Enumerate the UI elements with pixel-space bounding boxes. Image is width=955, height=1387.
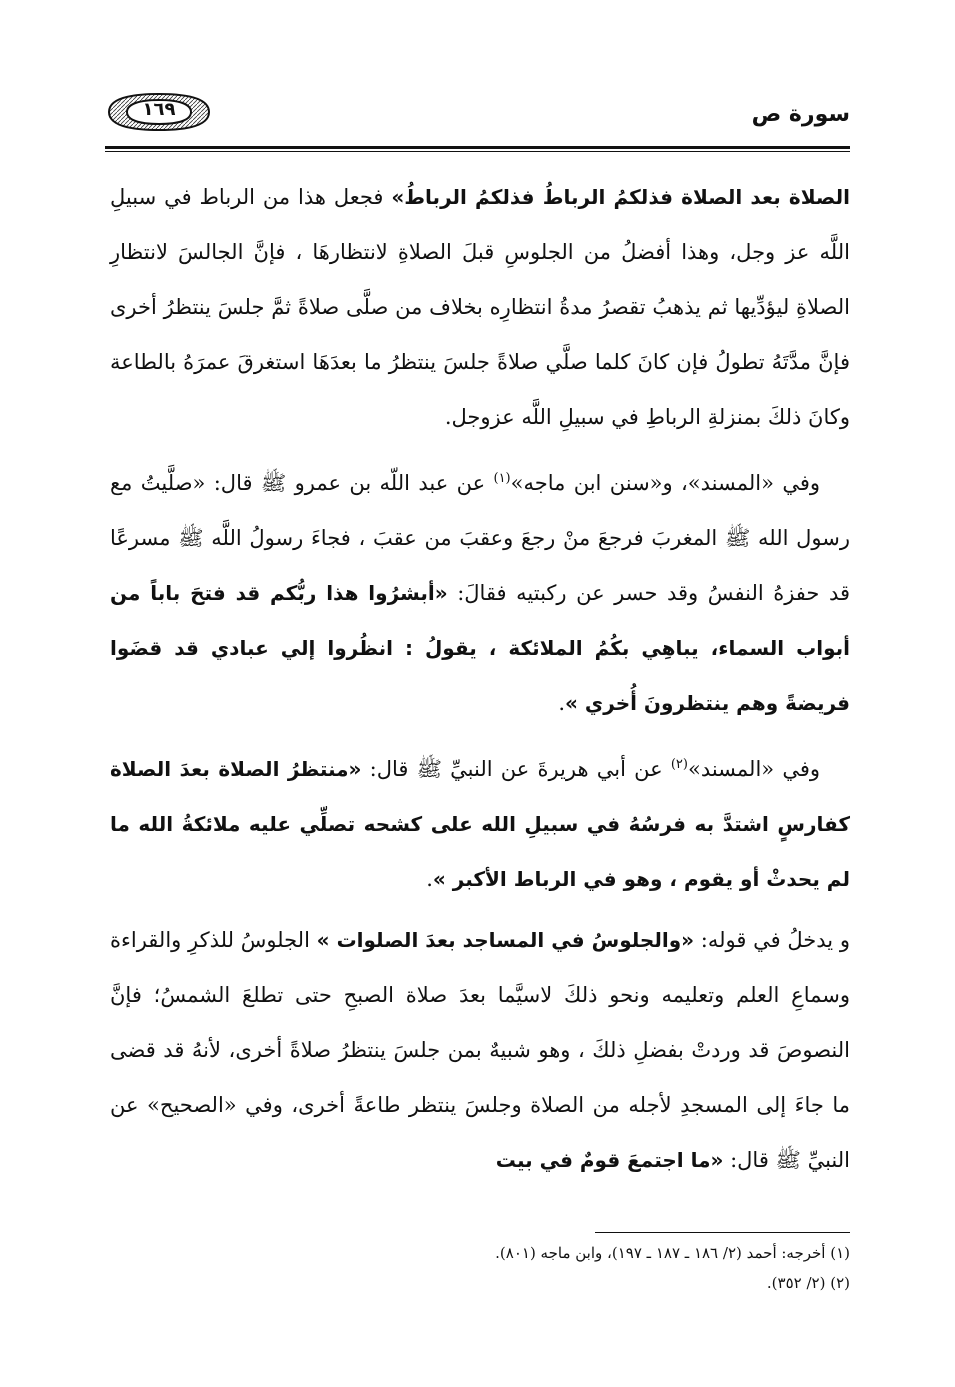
text-segment: . (426, 867, 433, 891)
footnote-ref: (٢) (670, 757, 688, 772)
text-segment: الجلوسُ للذكرِ والقراءة وسماعِ العلم وتعليمه ونحو ذلكَ لاسيَّما بعدَ صلاة الصبحِ حتى تطلعَ الشمسُ؛ فإنَّ النصوصَ قد وردتْ بفضلِ ذلكَ ، وهو شبيهٌ بمن جلسَ ينتظرُ صلاةً أخرى، لأنهُ قد قضى ما جاءَ إلى المسجدِ لأجله من الصلاة وجلسَ ينتظر طاعةً أخرى، وفي «الصحيح» عن النبيِّ ﷺ قال: (110, 928, 851, 1172)
paragraph (110, 170, 850, 445)
text-segment: و يدخلُ في قوله: (694, 928, 850, 952)
paragraph (110, 451, 850, 731)
quoted-text: «أبشرُوا هذا ربُّكم قد فتحَ باباً من أبواب السماء، يباهِي بكُمُ الملائكة ، يقولُ : انظُروا إلي عبادي قد قضَوا فريضةً وهم ينتظرونَ أُخري » (110, 581, 850, 715)
page-number: ١٦٩ (142, 99, 176, 120)
text-segment: فجعل هذا من الرباط في سبيلِ اللَّه عز وجل، وهذا أفضلُ من الجلوسِ قبلَ الصلاةِ لانتظارهَا ، فإنَّ الجالسَ لانتظارِ الصلاةِ ليؤدِّيها ثم يذهبُ تقصرُ مدةُ انتظارِه بخلاف من صلَّى صلاةً ثمَّ جلسَ ينتظرُ أخرى فإنَّ مدَّتَهُ تطولُ فإن كانَ كلما صلَّي صلاةً جلسَ ينتظرُ ما بعدَهَا استغرقَ عمرَهُ بالطاعة وكانَ ذلكَ بمنزلةِ الرباطِ في سبيلِ اللَّه عزوجل. (110, 185, 850, 429)
page-number-badge (105, 92, 213, 132)
quoted-text: «ما اجتمعَ قومٌ في بيت (495, 1148, 724, 1172)
paragraph (110, 913, 850, 1188)
text-segment: عن عبد اللّه بن عمرو ﷺ قال: «صلَّيتُ مع رسول الله ﷺ المغربَ فرجعَ منْ رجعَ وعقبَ من عقبَ ، فجاءَ رسولُ اللَّه ﷺ مسرعًا قد حفزهُ النفسُ وقد حسر عن ركبتيه فقالَ: (110, 471, 851, 605)
footnote-divider (595, 1232, 850, 1233)
footnote-ref: (١) (493, 471, 511, 486)
header-divider (105, 146, 850, 149)
header-divider-thin (105, 151, 850, 152)
text-segment: وفي «المسند» (687, 757, 821, 781)
page-header (105, 92, 850, 152)
paragraph (110, 737, 850, 907)
footnote-1: (١) أخرجه: أحمد (٢/ ١٨٦ ـ ١٨٧ ـ ١٩٧)، وابن ماجه (٨٠١). (495, 1244, 850, 1262)
footnote-2: (٢) (٢/ ٣٥٢). (766, 1274, 850, 1292)
surah-title: سورة ص (751, 102, 850, 127)
text-segment: وفي «المسند»، و«سنن ابن ماجه» (510, 471, 820, 495)
text-segment: . (558, 691, 566, 715)
quoted-text: «منتظرُ الصلاة بعدَ الصلاة كفارسٍ اشتدَّ به فرسُهُ في سبيلِ الله على كشحه تصلِّي عليه ملائكةُ الله ما لم يحدثْ أو يقوم ، وهو في الرباط الأكبر » (110, 757, 850, 891)
footnotes (110, 1238, 850, 1298)
quoted-text: «والجلوسُ في المساجد بعدَ الصلوات » (316, 928, 695, 952)
quoted-text: الصلاة بعد الصلاة فذلكمُ الرباطُ فذلكمُ الرباطُ» (391, 185, 850, 209)
main-text (110, 170, 850, 1194)
text-segment: عن أبي هريرةَ عن النبيِّ ﷺ قال: (361, 757, 671, 781)
